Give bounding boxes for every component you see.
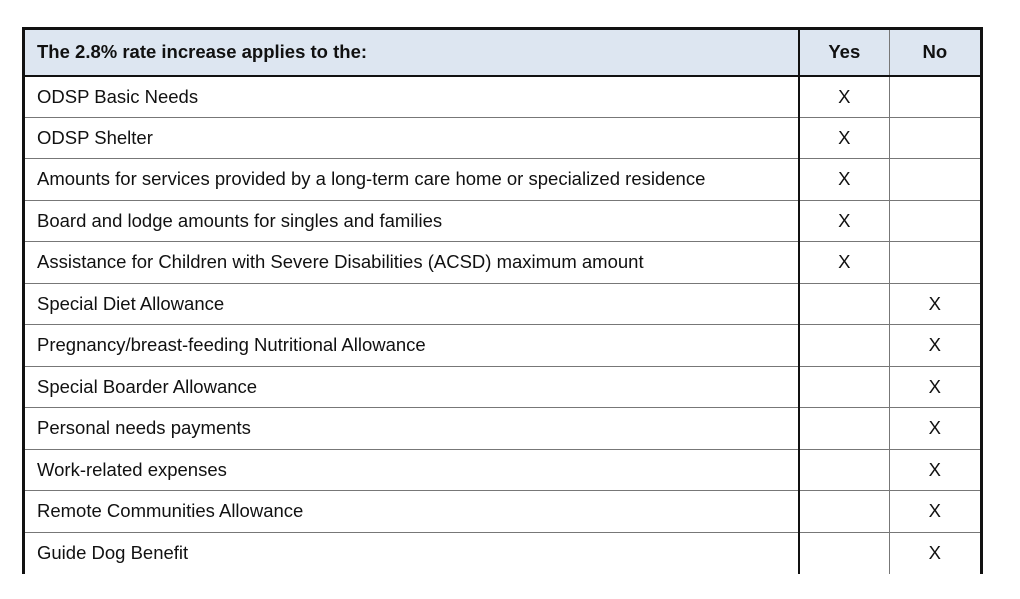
- table-row: [24, 159, 982, 201]
- row-no-mark: [889, 159, 981, 201]
- header-no-label: No: [889, 29, 981, 76]
- row-label: ODSP Shelter: [24, 117, 799, 159]
- table-row: [24, 532, 982, 574]
- row-label: Amounts for services provided by a long-term care home or specialized residence: [24, 159, 799, 201]
- header-item-label: The 2.8% rate increase applies to the:: [24, 29, 799, 76]
- row-no-mark: X: [889, 449, 981, 491]
- row-label: Work-related expenses: [24, 449, 799, 491]
- row-no-mark: X: [889, 325, 981, 367]
- header-row: [24, 29, 982, 76]
- table-row: [24, 408, 982, 450]
- row-no-mark: X: [889, 408, 981, 450]
- row-no-mark: [889, 117, 981, 159]
- row-label: Guide Dog Benefit: [37, 542, 189, 564]
- row-yes-mark: [799, 325, 889, 367]
- row-yes-mark: [799, 449, 889, 491]
- row-yes-mark: X: [799, 76, 889, 118]
- table-row: [24, 366, 982, 408]
- table-row: [24, 117, 982, 159]
- row-yes-mark: [799, 366, 889, 408]
- row-no-mark: [889, 242, 981, 284]
- table-row: [24, 491, 982, 533]
- row-label: Special Boarder Allowance: [24, 366, 799, 408]
- row-label: Special Diet Allowance: [24, 283, 799, 325]
- table-header: [24, 29, 982, 76]
- row-label: Personal needs payments: [24, 408, 799, 450]
- row-yes-mark: [799, 491, 889, 533]
- table-row: [24, 449, 982, 491]
- table-row: [24, 325, 982, 367]
- table-row: [24, 242, 982, 284]
- row-no-mark: X: [889, 283, 981, 325]
- table-body: [24, 76, 982, 575]
- row-label: ODSP Basic Needs: [24, 76, 799, 118]
- row-label: Assistance for Children with Severe Disabilities (ACSD) maximum amount: [24, 242, 799, 284]
- row-no-mark: [889, 76, 981, 118]
- row-label: Remote Communities Allowance: [24, 491, 799, 533]
- row-yes-mark: [799, 283, 889, 325]
- row-yes-mark: X: [799, 242, 889, 284]
- row-yes-mark: X: [799, 117, 889, 159]
- row-label: Board and lodge amounts for singles and families: [24, 200, 799, 242]
- rate-increase-table: [22, 27, 983, 574]
- row-label: Pregnancy/breast-feeding Nutritional Allowance: [24, 325, 799, 367]
- table-row: [24, 200, 982, 242]
- row-no-mark: X: [889, 491, 981, 533]
- row-yes-mark: [799, 408, 889, 450]
- row-yes-mark: [799, 532, 889, 574]
- row-no-mark: X: [889, 366, 981, 408]
- row-yes-mark: X: [799, 200, 889, 242]
- row-no-mark: X: [889, 532, 981, 574]
- table-row: [24, 283, 982, 325]
- row-yes-mark: X: [799, 159, 889, 201]
- table-row: [24, 76, 982, 118]
- row-no-mark: [889, 200, 981, 242]
- header-yes-label: Yes: [799, 29, 889, 76]
